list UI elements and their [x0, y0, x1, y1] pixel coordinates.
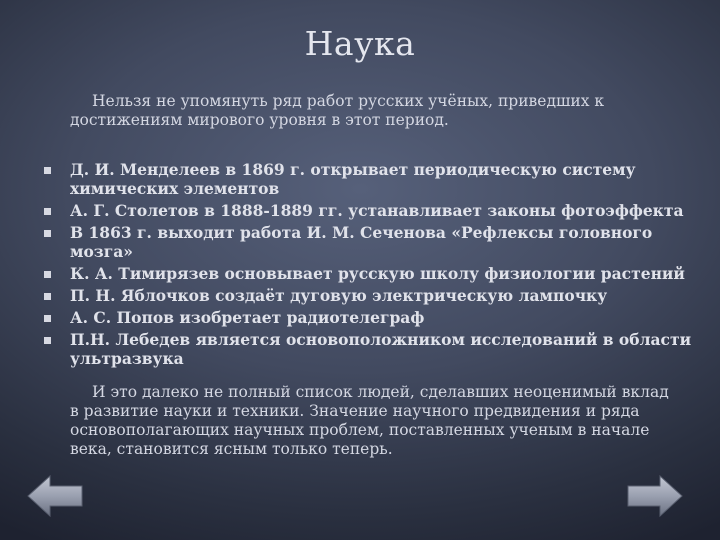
- achievements-list: [44, 160, 694, 371]
- list-item: [44, 160, 694, 198]
- square-bullet-icon: [44, 271, 51, 278]
- next-slide-button[interactable]: [626, 474, 684, 518]
- list-item-text: П. Н. Яблочков создаёт дуговую электрическую лампочку: [70, 286, 608, 305]
- arrow-right-icon: [626, 474, 684, 518]
- square-bullet-icon: [44, 315, 51, 322]
- list-item: [44, 330, 694, 368]
- list-item: [44, 286, 694, 305]
- square-bullet-icon: [44, 208, 51, 215]
- list-item-text: К. А. Тимирязев основывает русскую школу физиологии растений: [70, 264, 685, 283]
- previous-slide-button[interactable]: [26, 474, 84, 518]
- square-bullet-icon: [44, 230, 51, 237]
- list-item: [44, 308, 694, 327]
- square-bullet-icon: [44, 167, 51, 174]
- list-item-text: А. С. Попов изобретает радиотелеграф: [70, 308, 425, 327]
- list-item-text: А. Г. Столетов в 1888-1889 гг. устанавливает законы фотоэффекта: [70, 201, 684, 220]
- list-item: [44, 264, 694, 283]
- list-item: [44, 223, 694, 261]
- list-item-text: В 1863 г. выходит работа И. М. Сеченова «Рефлексы головного мозга»: [70, 223, 653, 261]
- slide-title: Наука: [304, 24, 416, 63]
- list-item-text: П.Н. Лебедев является основоположником исследований в области ультразвука: [70, 330, 692, 368]
- square-bullet-icon: [44, 293, 51, 300]
- list-item: [44, 201, 694, 220]
- intro-paragraph: Нельзя не упомянуть ряд работ русских учёных, приведших к достижениям мирового уровня в этот период.: [70, 92, 605, 129]
- list-item-text: Д. И. Менделеев в 1869 г. открывает периодическую систему химических элементов: [70, 160, 636, 198]
- outro-paragraph: И это далеко не полный список людей, сделавших неоценимый вклад в развитие науки и техники. Значение научного предвидения и ряда основополагающих научных проблем, поставленных ученым в начале века, становится ясным только теперь.: [70, 383, 669, 458]
- square-bullet-icon: [44, 337, 51, 344]
- arrow-left-icon: [26, 474, 84, 518]
